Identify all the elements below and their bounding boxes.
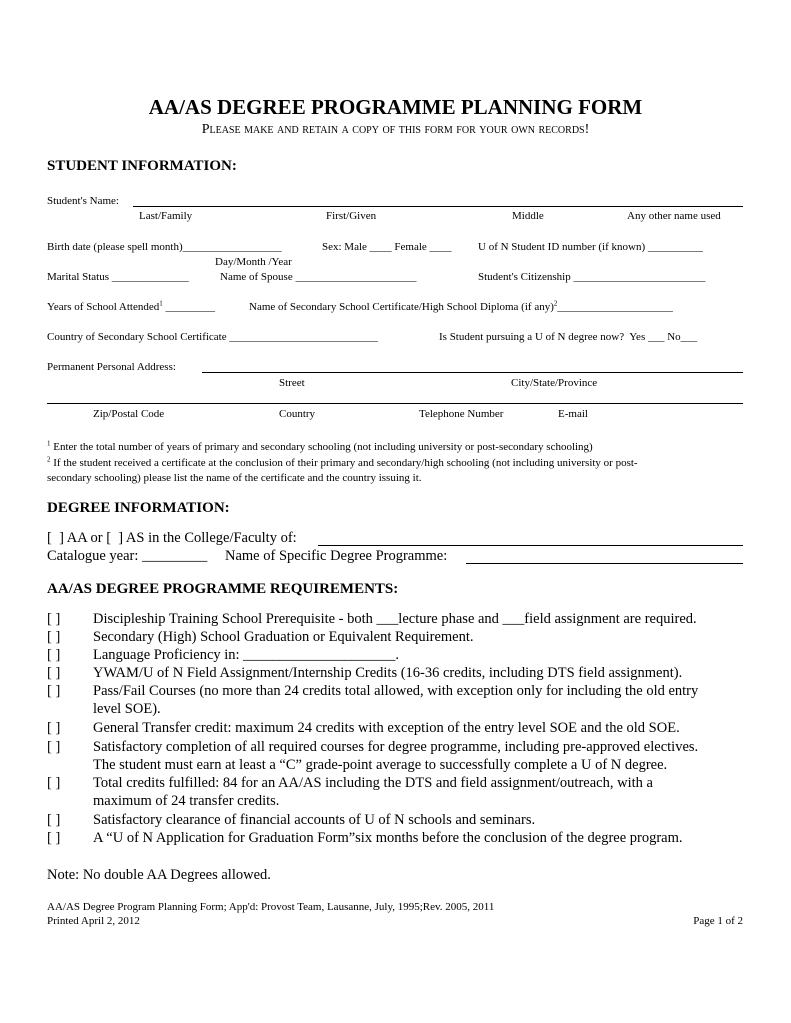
pursuing-degree-field[interactable]: Is Student pursuing a U of N degree now? Yes ___ No___ [439, 331, 698, 343]
middle-name-caption: Middle [512, 210, 544, 222]
requirement-1: Discipleship Training School Prerequisite - both ___lecture phase and ___field assignment are required. [93, 611, 697, 627]
footnote-ref-2: 2 [553, 299, 558, 308]
sex-field[interactable]: Sex: Male ____ Female ____ [322, 241, 452, 253]
first-name-caption: First/Given [326, 210, 377, 222]
years-attended-label: Years of School Attended [47, 301, 160, 313]
requirement-checkbox-1[interactable]: [ ] [47, 611, 61, 627]
address-street-field[interactable] [202, 372, 743, 373]
requirement-checkbox-2[interactable]: [ ] [47, 629, 61, 645]
programme-name-field[interactable] [466, 563, 743, 564]
requirement-7-continued: The student must earn at least a “C” grade-point average to successfully complete a U of N degree. [93, 757, 668, 773]
certificate-name-blank: _____________________ [557, 301, 673, 313]
city-caption: City/State/Province [511, 377, 598, 389]
requirement-checkbox-8[interactable]: [ ] [47, 775, 61, 791]
address-second-line-field[interactable] [47, 403, 743, 404]
years-attended-blank: _________ [162, 301, 215, 313]
requirement-3: Language Proficiency in: _____________________. [93, 647, 400, 663]
zip-caption: Zip/Postal Code [93, 408, 165, 420]
footnote-2 [47, 457, 638, 469]
requirement-checkbox-6[interactable]: [ ] [47, 720, 61, 736]
address-label: Permanent Personal Address: [47, 361, 176, 373]
footer-approval-line: AA/AS Degree Program Planning Form; App'd: Provost Team, Lausanne, July, 1995;Rev. 2005, 2011 [47, 901, 495, 913]
other-name-caption: Any other name used [627, 210, 721, 222]
student-info-heading: STUDENT INFORMATION: [47, 158, 237, 174]
requirement-5: Pass/Fail Courses (no more than 24 credits total allowed, with exception only for including the old entry [93, 683, 699, 699]
street-caption: Street [279, 377, 305, 389]
requirement-checkbox-9[interactable]: [ ] [47, 812, 61, 828]
form-subtitle: Please make and retain a copy of this form for your own records! [201, 122, 590, 137]
student-id-field[interactable]: U of N Student ID number (if known) __________ [478, 241, 703, 253]
dmy-caption: Day/Month /Year [215, 256, 292, 268]
degree-info-heading: DEGREE INFORMATION: [47, 500, 230, 516]
requirement-8-continued: maximum of 24 transfer credits. [93, 793, 280, 809]
birth-date-field[interactable]: Birth date (please spell month)__________________ [47, 241, 282, 253]
footnote-ref-1: 1 [159, 299, 163, 308]
footnote-2-text: If the student received a certificate at the conclusion of their primary and secondary/high schooling (not including university or post- [53, 457, 638, 469]
requirement-5-continued: level SOE). [93, 701, 161, 717]
student-name-label: Student's Name: [47, 195, 119, 207]
certificate-name-label: Name of Secondary School Certificate/High School Diploma (if any) [249, 301, 554, 313]
phone-caption: Telephone Number [419, 408, 504, 420]
certificate-country-field[interactable]: Country of Secondary School Certificate ___________________________ [47, 331, 378, 343]
marital-status-field[interactable]: Marital Status ______________ [47, 271, 189, 283]
footnote-1-marker: 1 [47, 439, 51, 448]
years-attended-field[interactable] [47, 301, 215, 313]
requirements-heading: AA/AS DEGREE PROGRAMME REQUIREMENTS: [47, 581, 399, 597]
student-name-field[interactable] [133, 206, 743, 207]
requirement-8: Total credits fulfilled: 84 for an AA/AS including the DTS and field assignment/outreach, with a [93, 775, 653, 791]
college-faculty-label[interactable]: [ ] AA or [ ] AS in the College/Faculty of: [47, 530, 297, 546]
requirement-checkbox-4[interactable]: [ ] [47, 665, 61, 681]
footnote-1-text: Enter the total number of years of primary and secondary schooling (not including university or post-secondary schooling) [53, 441, 593, 453]
last-name-caption: Last/Family [139, 210, 193, 222]
footnote-2-continued: secondary schooling) please list the name of the certificate and the country issuing it. [47, 472, 422, 484]
requirement-4: YWAM/U of N Field Assignment/Internship Credits (16-36 credits, including DTS field assignment). [93, 665, 683, 681]
footnote-2-marker: 2 [47, 455, 51, 464]
requirement-checkbox-5[interactable]: [ ] [47, 683, 61, 699]
double-degree-note: Note: No double AA Degrees allowed. [47, 867, 271, 883]
page-number: Page 1 of 2 [693, 915, 743, 927]
footnote-1 [47, 441, 593, 453]
country-caption: Country [279, 408, 316, 420]
citizenship-field[interactable]: Student's Citizenship ________________________ [478, 271, 706, 283]
certificate-name-field[interactable] [249, 301, 673, 313]
requirement-checkbox-10[interactable]: [ ] [47, 830, 61, 846]
email-caption: E-mail [558, 408, 588, 420]
footer-printed-date: Printed April 2, 2012 [47, 915, 140, 927]
requirement-10: A “U of N Application for Graduation Form”six months before the conclusion of the degree program. [93, 830, 683, 846]
form-title: AA/AS DEGREE PROGRAMME PLANNING FORM [148, 95, 643, 119]
requirement-checkbox-3[interactable]: [ ] [47, 647, 61, 663]
programme-name-label: Name of Specific Degree Programme: [225, 548, 448, 564]
requirement-9: Satisfactory clearance of financial accounts of U of N schools and seminars. [93, 812, 536, 828]
requirement-checkbox-7[interactable]: [ ] [47, 739, 61, 755]
requirement-2: Secondary (High) School Graduation or Equivalent Requirement. [93, 629, 474, 645]
requirement-6: General Transfer credit: maximum 24 credits with exception of the entry level SOE and the old SOE. [93, 720, 680, 736]
spouse-name-field[interactable]: Name of Spouse ______________________ [220, 271, 417, 283]
catalogue-year-field[interactable]: Catalogue year: _________ [47, 548, 208, 564]
college-faculty-field[interactable] [318, 545, 743, 546]
requirement-7: Satisfactory completion of all required courses for degree programme, including pre-approved electives. [93, 739, 699, 755]
